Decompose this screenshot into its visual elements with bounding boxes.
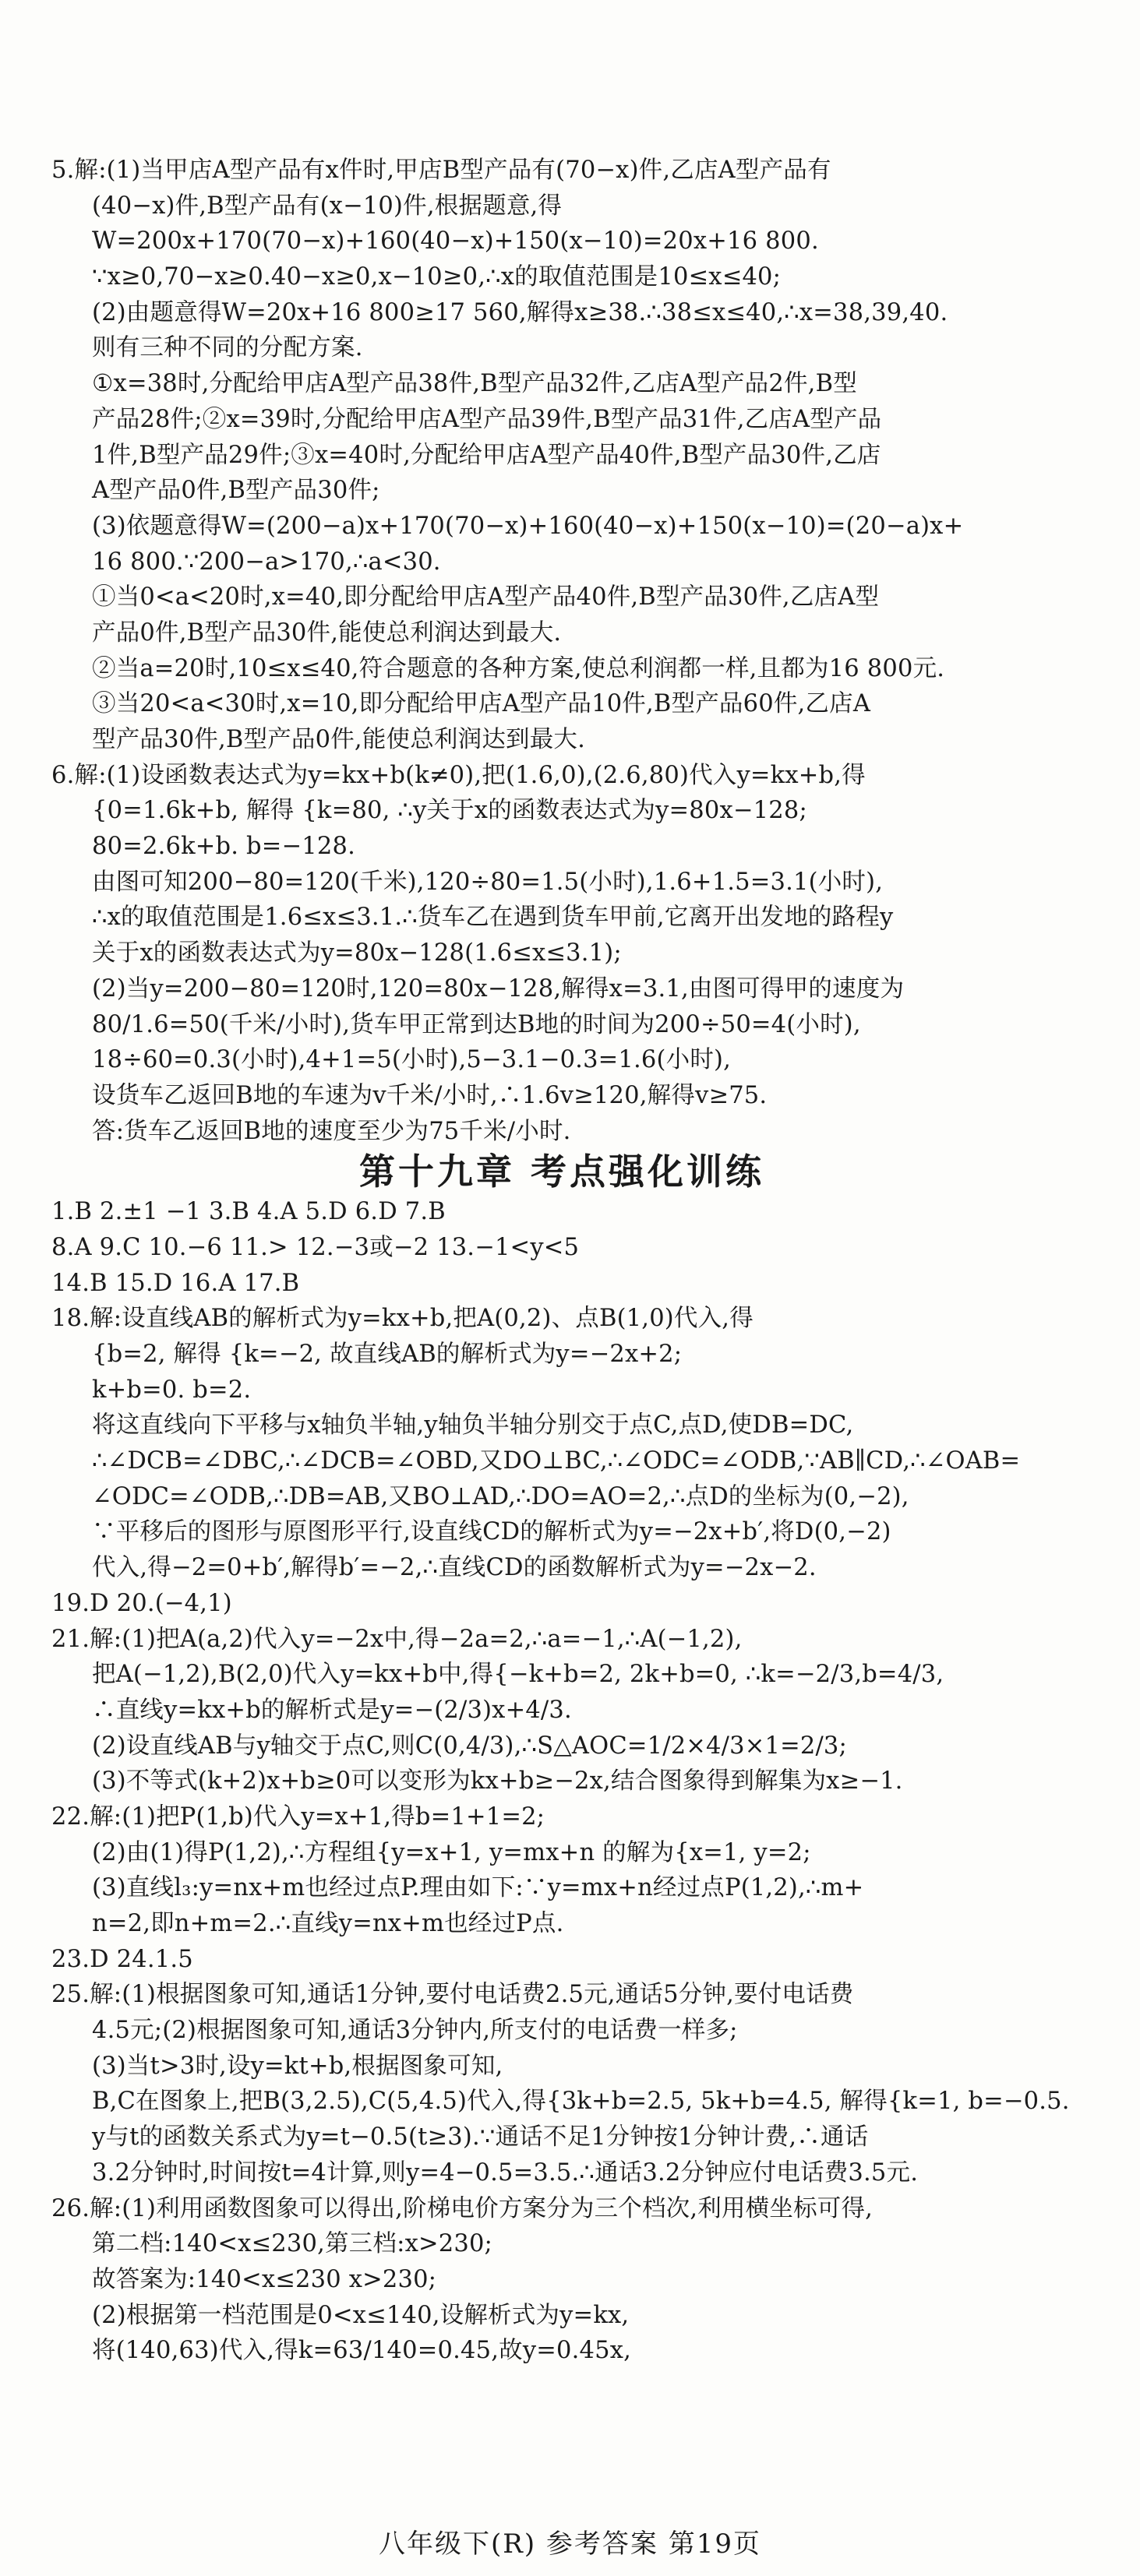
answer-line: (3)直线l₃:y=nx+m也经过点P.理由如下:∵y=mx+n经过点P(1,2),∴m+ — [92, 1874, 864, 1902]
answer-line: 型产品30件,B型产品0件,能使总利润达到最大. — [92, 726, 586, 753]
answer-line: (40−x)件,B型产品有(x−10)件,根据题意,得 — [92, 192, 563, 220]
answer-line: ∴直线y=kx+b的解析式是y=−(2/3)x+4/3. — [92, 1696, 572, 1724]
answer-line: 第二档:140<x≤230,第三档:x>230; — [92, 2230, 493, 2258]
answer-line: 代入,得−2=0+b′,解得b′=−2,∴直线CD的函数解析式为y=−2x−2. — [92, 1554, 817, 1582]
answer-line: 将这直线向下平移与x轴负半轴,y轴负半轴分别交于点C,点D,使DB=DC, — [92, 1411, 854, 1440]
answer-line: 18÷60=0.3(小时),4+1=5(小时),5−3.1−0.3=1.6(小时), — [92, 1046, 732, 1074]
answer-line: 产品0件,B型产品30件,能使总利润达到最大. — [92, 618, 562, 647]
answer-line: 80/1.6=50(千米/小时),货车甲正常到达B地的时间为200÷50=4(小时), — [92, 1010, 861, 1038]
answer-line: ①x=38时,分配给甲店A型产品38件,B型产品32件,乙店A型产品2件,B型 — [92, 370, 857, 398]
answer-line: 8.A 9.C 10.−6 11.> 12.−3或−2 13.−1<y<5 — [51, 1233, 580, 1261]
answer-line: W=200x+170(70−x)+160(40−x)+150(x−10)=20x+16 800. — [92, 227, 819, 255]
answer-line: ③当20<a<30时,x=10,即分配给甲店A型产品10件,B型产品60件,乙店A — [92, 690, 871, 718]
answer-line: 6.解:(1)设函数表达式为y=kx+b(k≠0),把(1.6,0),(2.6,80)代入y=kx+b,得 — [51, 761, 866, 789]
answer-line: (3)当t>3时,设y=kt+b,根据图象可知, — [92, 2052, 503, 2080]
answer-line: ∴x的取值范围是1.6≤x≤3.1.∴货车乙在遇到货车甲前,它离开出发地的路程y — [92, 904, 894, 932]
answer-line: A型产品0件,B型产品30件; — [92, 477, 380, 505]
answer-line: 19.D 20.(−4,1) — [51, 1589, 232, 1617]
page-footer: 八年级下(R) 参考答案 第19页 — [378, 2528, 761, 2560]
answer-line: (2)设直线AB与y轴交于点C,则C(0,4/3),∴S△AOC=1/2×4/3×1=2/3; — [92, 1732, 848, 1760]
answer-line: (2)根据第一档范围是0<x≤140,设解析式为y=kx, — [92, 2301, 630, 2329]
answer-line: B,C在图象上,把B(3,2.5),C(5,4.5)代入,得{3k+b=2.5, 5k+b=4.5, 解得{k=1, b=−0.5. — [92, 2088, 1070, 2116]
answer-line: 1.B 2.±1 −1 3.B 4.A 5.D 6.D 7.B — [51, 1198, 446, 1226]
answer-line: ∵x≥0,70−x≥0.40−x≥0,x−10≥0,∴x的取值范围是10≤x≤40; — [92, 263, 782, 291]
answer-line: 答:货车乙返回B地的速度至少为75千米/小时. — [92, 1117, 571, 1145]
answer-line: (2)当y=200−80=120时,120=80x−128,解得x=3.1,由图可得甲的速度为 — [92, 974, 905, 1003]
answer-line: ∴∠DCB=∠DBC,∴∠DCB=∠OBD,又DO⊥BC,∴∠ODC=∠ODB,∵AB∥CD,∴∠OAB= — [92, 1447, 1021, 1475]
answer-line: 18.解:设直线AB的解析式为y=kx+b,把A(0,2)、点B(1,0)代入,得 — [51, 1305, 754, 1333]
answer-line: y与t的函数关系式为y=t−0.5(t≥3).∵通话不足1分钟按1分钟计费,∴通话 — [92, 2123, 869, 2151]
answer-line: 故答案为:140<x≤230 x>230; — [92, 2265, 437, 2293]
answer-line: (3)不等式(k+2)x+b≥0可以变形为kx+b≥−2x,结合图象得到解集为x≥−1. — [92, 1767, 903, 1795]
answer-line: {b=2, 解得 {k=−2, 故直线AB的解析式为y=−2x+2; — [92, 1341, 683, 1368]
answer-line: 26.解:(1)利用函数图象可以得出,阶梯电价方案分为三个档次,利用横坐标可得, — [51, 2194, 874, 2222]
answer-line: 22.解:(1)把P(1,b)代入y=x+1,得b=1+1=2; — [51, 1802, 545, 1831]
answer-line: ②当a=20时,10≤x≤40,符合题意的各种方案,使总利润都一样,且都为16 800元. — [92, 654, 945, 682]
answer-line: 关于x的函数表达式为y=80x−128(1.6≤x≤3.1); — [92, 939, 622, 967]
answer-line: 把A(−1,2),B(2,0)代入y=kx+b中,得{−k+b=2, 2k+b=0, ∴k=−2/3,b=4/3, — [92, 1661, 944, 1689]
answer-line: 产品28件;②x=39时,分配给甲店A型产品39件,B型产品31件,乙店A型产品 — [92, 405, 882, 433]
answer-line: (2)由(1)得P(1,2),∴方程组{y=x+1, y=mx+n 的解为{x=1, y=2; — [92, 1838, 811, 1866]
answer-content — [51, 153, 1072, 2369]
answer-line: (2)由题意得W=20x+16 800≥17 560,解得x≥38.∴38≤x≤40,∴x=38,39,40. — [92, 298, 948, 326]
answer-line: 16 800.∵200−a>170,∴a<30. — [92, 548, 441, 576]
answer-line: 21.解:(1)把A(a,2)代入y=−2x中,得−2a=2,∴a=−1,∴A(−1,2), — [51, 1625, 743, 1653]
answer-line: 将(140,63)代入,得k=63/140=0.45,故y=0.45x, — [92, 2337, 632, 2365]
chapter-heading: 第十九章 考点强化训练 — [358, 1151, 764, 1193]
answer-line: 设货车乙返回B地的车速为v千米/小时,∴1.6v≥120,解得v≥75. — [92, 1081, 768, 1109]
answer-line: 14.B 15.D 16.A 17.B — [51, 1269, 300, 1297]
answer-line: 4.5元;(2)根据图象可知,通话3分钟内,所支付的电话费一样多; — [92, 2017, 738, 2045]
answer-line: {0=1.6k+b, 解得 {k=80, ∴y关于x的函数表达式为y=80x−128; — [92, 797, 807, 825]
answer-line: ∵平移后的图形与原图形平行,设直线CD的解析式为y=−2x+b′,将D(0,−2) — [92, 1518, 891, 1546]
answer-line: 23.D 24.1.5 — [51, 1945, 193, 1973]
answer-line: k+b=0. b=2. — [92, 1376, 252, 1404]
answer-line: (3)依题意得W=(200−a)x+170(70−x)+160(40−x)+150(x−10)=(20−a)x+ — [92, 512, 964, 540]
answer-line: 3.2分钟时,时间按t=4计算,则y=4−0.5=3.5.∴通话3.2分钟应付电话费3.5元. — [92, 2158, 919, 2187]
answer-line: 25.解:(1)根据图象可知,通话1分钟,要付电话费2.5元,通话5分钟,要付电话费 — [51, 1981, 854, 2009]
answer-line: 1件,B型产品29件;③x=40时,分配给甲店A型产品40件,B型产品30件,乙店 — [92, 441, 881, 469]
answer-line: 5.解:(1)当甲店A型产品有x件时,甲店B型产品有(70−x)件,乙店A型产品有 — [51, 157, 831, 184]
answer-line: ∠ODC=∠ODB,∴DB=AB,又BO⊥AD,∴DO=AO=2,∴点D的坐标为(0,−2), — [92, 1482, 909, 1510]
answer-line: 80=2.6k+b. b=−128. — [92, 833, 355, 861]
answer-line: 则有三种不同的分配方案. — [92, 334, 363, 362]
answer-line: n=2,即n+m=2.∴直线y=nx+m也经过P点. — [92, 1910, 564, 1937]
answer-line: ①当0<a<20时,x=40,即分配给甲店A型产品40件,B型产品30件,乙店A型 — [92, 583, 880, 611]
answer-line: 由图可知200−80=120(千米),120÷80=1.5(小时),1.6+1.5=3.1(小时), — [92, 868, 884, 896]
